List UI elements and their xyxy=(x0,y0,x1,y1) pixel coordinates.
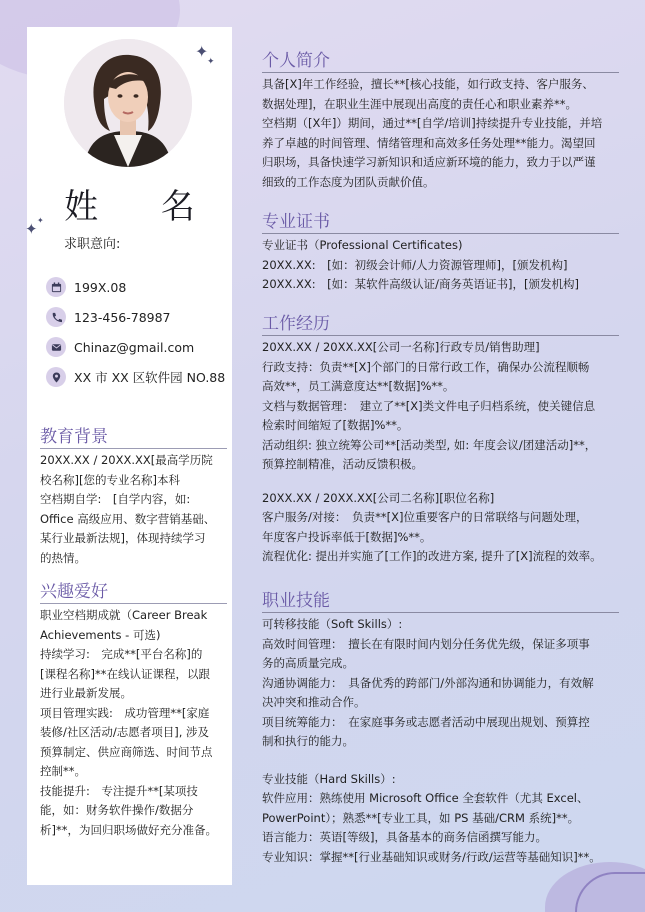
summary-section xyxy=(262,50,619,192)
text-line: 进行业最新发展。 xyxy=(40,686,132,700)
text-line: 细致的工作态度为团队贡献价值。 xyxy=(262,174,435,189)
text-line: 析]**，为回归职场做好充分准备。 xyxy=(40,822,217,837)
contact-text: Chinaz@gmail.com xyxy=(74,339,195,355)
sparkle-icon: ✦ xyxy=(37,216,44,225)
text-line: 年度客户投诉率低于[数据]%**。 xyxy=(262,529,432,544)
contact-text: XX 市 XX 区软件园 NO.88 xyxy=(74,370,226,385)
avatar xyxy=(64,39,192,167)
text-line: 20XX.XX / 20XX.XX[公司二名称][职位名称] xyxy=(262,490,495,505)
text-line: 具备[X]年工作经验，擅长**[核心技能，如行政支持、客户服务、 xyxy=(262,77,594,91)
spacer xyxy=(262,752,619,770)
interests-section xyxy=(40,577,227,840)
text-line: [课程名称]**在线认证课程，以跟 xyxy=(40,666,210,681)
text-line: 决冲突和推动合作。 xyxy=(262,695,366,709)
text-line: 技能提升: 专注提升**[某项技 xyxy=(40,783,198,798)
sparkle-icon: ✦ xyxy=(207,57,215,67)
text-line: Office 高级应用、数字营销基础、 xyxy=(40,511,216,526)
text-line: 制和执行的能力。 xyxy=(262,734,354,748)
text-line: 活动组织: 独立统筹公司**[活动类型, 如: 年度会议/团建活动]**， xyxy=(262,437,597,452)
sparkle-icon: ✦ xyxy=(195,42,209,61)
education-section xyxy=(40,422,227,568)
sidebar xyxy=(27,27,232,885)
section-title: 专业证书 xyxy=(262,211,619,234)
skills-section xyxy=(262,590,619,867)
experience-job-1 xyxy=(262,338,619,475)
text-line: 可转移技能（Soft Skills）: xyxy=(262,617,403,631)
text-line: 预算控制精准，活动反馈积极。 xyxy=(262,457,423,471)
text-line: 专业证书（Professional Certificates) xyxy=(262,238,463,252)
hard-skills-text xyxy=(262,770,619,868)
summary-text xyxy=(262,75,619,192)
text-line: 沟通协调能力： 具备优秀的跨部门/外部沟通和协调能力，有效解 xyxy=(262,675,594,690)
contact-text: 123-456-78987 xyxy=(74,309,171,325)
phone-icon xyxy=(46,307,66,327)
text-line: 20XX.XX: [如：初级会计师/人力资源管理师]，[颁发机构] xyxy=(262,257,568,272)
text-line: 高效时间管理： 擅长在有限时间内划分任务优先级，保证多项事 xyxy=(262,636,590,651)
text-line: 专业技能（Hard Skills）: xyxy=(262,771,396,786)
text-line: 高效**，员工满意度达**[数据]%**。 xyxy=(262,379,455,393)
text-line: 20XX.XX: [如：某软件高级认证/商务英语证书]，[颁发机构] xyxy=(262,277,579,291)
soft-skills-text xyxy=(262,615,619,752)
experience-job-2 xyxy=(262,489,619,567)
contact-text: 199X.08 xyxy=(74,279,127,295)
text-line: 养了卓越的时间管理、情绪管理和高效多任务处理**能力。渴望回 xyxy=(262,135,596,150)
text-line: 客户服务/对接： 负责**[X]位重要客户的日常联络与问题处理， xyxy=(262,510,588,524)
section-title: 工作经历 xyxy=(262,313,619,336)
text-line: 语言能力：英语[等级]，具备基本的商务信函撰写能力。 xyxy=(262,830,547,844)
text-line: 职业空档期成就（Career Break xyxy=(40,608,208,622)
section-title: 职业技能 xyxy=(262,590,619,613)
job-intention: 求职意向: xyxy=(64,237,121,252)
text-line: 20XX.XX / 20XX.XX[最高学历院 xyxy=(40,453,213,467)
contact-birthdate xyxy=(46,276,236,298)
text-line: 专业知识：掌握**[行业基础知识或财务/行政/运营等基础知识]**。 xyxy=(262,849,601,864)
text-line: 检索时间缩短了[数据]%**。 xyxy=(262,418,409,432)
contact-phone xyxy=(46,306,236,328)
text-line: 文档与数据管理： 建立了**[X]类文件电子归档系统，使关键信息 xyxy=(262,398,596,413)
section-title: 教育背景 xyxy=(40,422,227,449)
education-text xyxy=(40,451,227,568)
contact-address xyxy=(46,366,236,388)
text-line: 预算制定、供应商筛选、时间节点 xyxy=(40,744,213,759)
text-line: PowerPoint）；熟悉**[专业工具，如 PS 基础/CRM 系统]**。 xyxy=(262,810,580,825)
text-line: 持续学习: 完成**[平台名称]的 xyxy=(40,647,203,661)
text-line: 务的高质量完成。 xyxy=(262,656,354,670)
text-line: 空档期自学: [自学内容，如: xyxy=(40,492,191,506)
text-line: 项目统筹能力： 在家庭事务或志愿者活动中展现出规划、预算控 xyxy=(262,714,590,729)
text-line: 校名称][您的专业名称]本科 xyxy=(40,472,180,487)
text-line: Achievements - 可选) xyxy=(40,627,161,642)
calendar-icon xyxy=(46,277,66,297)
text-line: 装修/社区活动/志愿者项目], 涉及 xyxy=(40,725,210,739)
text-line: 空档期（[X年]）期间，通过**[自学/培训]持续提升专业技能，并培 xyxy=(262,116,603,130)
text-line: 的热情。 xyxy=(40,550,86,565)
text-line: 软件应用：熟练使用 Microsoft Office 全套软件（尤其 Excel、 xyxy=(262,791,589,805)
text-line: 某行业最新法规]，体现持续学习 xyxy=(40,531,206,545)
text-line: 流程优化: 提出并实施了[工作]的改进方案, 提升了[X]流程的效率。 xyxy=(262,549,602,563)
text-line: 数据处理]，在职业生涯中展现出高度的责任心和职业素养**。 xyxy=(262,96,577,111)
candidate-name: 姓 名 xyxy=(64,187,221,227)
text-line: 归职场，具备快速学习新知识和适应新环境的能力，致力于以严谨 xyxy=(262,155,596,169)
certificates-section xyxy=(262,211,619,295)
location-icon xyxy=(46,367,66,387)
certificates-text xyxy=(262,236,619,295)
text-line: 项目管理实践: 成功管理**[家庭 xyxy=(40,705,210,720)
interests-text xyxy=(40,606,227,840)
sparkle-icon: ✦ xyxy=(25,220,38,238)
experience-section xyxy=(262,313,619,567)
text-line: 能，如：财务软件操作/数据分 xyxy=(40,803,194,817)
mail-icon xyxy=(46,337,66,357)
contact-email xyxy=(46,336,236,358)
text-line: 控制**。 xyxy=(40,764,86,778)
section-title: 兴趣爱好 xyxy=(40,577,227,604)
text-line: 行政支持：负责**[X]个部门的日常行政工作，确保办公流程顺畅 xyxy=(262,359,590,374)
text-line: 20XX.XX / 20XX.XX[公司一名称]行政专员/销售助理] xyxy=(262,340,540,354)
section-title: 个人简介 xyxy=(262,50,619,73)
spacer xyxy=(262,475,619,489)
